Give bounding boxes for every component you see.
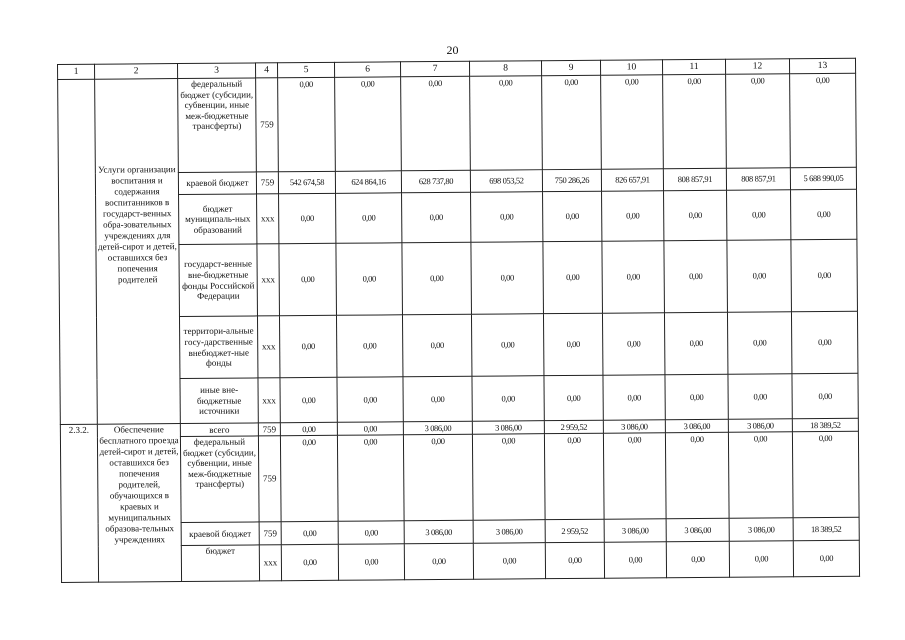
table-row	[58, 73, 857, 173]
value-cell: 628 737,80	[401, 170, 470, 193]
header-cell: 8	[469, 61, 541, 77]
value-cell: 3 086,00	[604, 519, 666, 542]
header-cell: 13	[789, 58, 855, 74]
header-cell: 3	[178, 63, 256, 79]
value-cell: 0,00	[472, 434, 545, 521]
value-cell: 0,00	[471, 242, 544, 315]
value-cell: 0,00	[402, 192, 471, 243]
value-cell: 0,00	[664, 312, 727, 374]
budget-table	[57, 58, 860, 583]
value-cell: 0,00	[791, 239, 858, 312]
value-cell: 0,00	[663, 74, 727, 168]
value-cell: 0,00	[544, 375, 603, 420]
value-cell: 3 086,00	[666, 518, 729, 541]
value-cell: 18 389,52	[793, 517, 859, 541]
value-cell: 0,00	[279, 243, 337, 315]
code-cell: ххх	[257, 194, 279, 244]
funding-source-cell: государст-венные вне-бюджетные фонды Российской Федерации	[179, 244, 258, 317]
table-row	[60, 373, 858, 424]
value-cell: 826 657,91	[601, 169, 663, 191]
table-row	[60, 431, 859, 523]
value-cell: 0,00	[726, 74, 791, 168]
funding-source-cell: краевой бюджет	[181, 522, 259, 546]
section-number-cell	[58, 79, 98, 424]
value-cell: 0,00	[337, 422, 403, 436]
value-cell: 0,00	[280, 422, 337, 435]
header-cell: 9	[541, 60, 600, 75]
value-cell: 0,00	[602, 241, 665, 313]
value-cell: 0,00	[336, 315, 402, 378]
value-cell: 0,00	[338, 521, 404, 545]
value-cell: 0,00	[403, 434, 473, 521]
value-cell: 0,00	[727, 190, 791, 241]
value-cell: 0,00	[281, 544, 338, 580]
value-cell: 0,00	[792, 373, 858, 419]
value-cell: 2 959,52	[544, 420, 603, 433]
header-cell: 4	[255, 63, 277, 78]
value-cell: 0,00	[727, 240, 792, 313]
item-name-cell: Обеспечение бесплатного проезда детей-сирот и детей, оставшихся без попечения родителей, обучающихся в краевых и муниципальных образова-тельных учреждениях	[97, 424, 181, 583]
header-cell: 11	[662, 59, 725, 74]
value-cell: 0,00	[793, 540, 859, 577]
code-cell: ххх	[257, 316, 279, 378]
value-cell: 3 086,00	[472, 421, 544, 435]
funding-source-cell: краевой бюджет	[178, 172, 256, 195]
table-row	[59, 239, 858, 317]
funding-source-cell: федеральный бюджет (субсидии, субвенции, иные меж-бюджетные трансферты)	[178, 78, 257, 173]
value-cell: 0,00	[404, 543, 473, 580]
value-cell: 0,00	[470, 76, 543, 171]
value-cell: 0,00	[402, 314, 471, 377]
value-cell: 0,00	[665, 432, 729, 518]
value-cell: 0,00	[337, 377, 403, 423]
value-cell: 0,00	[337, 435, 404, 522]
value-cell: 0,00	[666, 541, 729, 577]
value-cell: 808 857,91	[726, 168, 790, 191]
code-cell: 759	[258, 423, 280, 436]
value-cell: 0,00	[335, 77, 402, 172]
code-cell: 759	[258, 436, 281, 522]
code-cell: 759	[256, 78, 279, 172]
code-cell: ххх	[257, 244, 280, 316]
value-cell: 0,00	[729, 541, 793, 578]
value-cell: 3 086,00	[404, 520, 473, 544]
value-cell: 0,00	[471, 192, 543, 243]
value-cell: 0,00	[281, 521, 338, 544]
table-row	[59, 189, 857, 245]
page-number: 20	[446, 43, 459, 57]
value-cell: 808 857,91	[663, 168, 726, 190]
funding-source-cell: всего	[180, 423, 258, 437]
value-cell: 5 688 990,05	[790, 167, 856, 190]
value-cell: 0,00	[401, 76, 471, 171]
value-cell: 0,00	[603, 433, 666, 519]
value-cell: 0,00	[278, 77, 336, 171]
value-cell: 0,00	[471, 314, 543, 377]
code-cell: 759	[259, 522, 281, 545]
value-cell: 0,00	[664, 190, 727, 240]
value-cell: 0,00	[601, 75, 664, 169]
value-cell: 3 086,00	[729, 518, 793, 542]
header-cell: 12	[725, 59, 789, 75]
value-cell: 0,00	[543, 241, 603, 313]
value-cell: 0,00	[790, 73, 857, 168]
item-name-cell: Услуги организации воспитания и содержания воспитанников в государст-венных обра-зовательных учреждениях для детей-сирот и детей, оставшихся без попечения родителей	[95, 79, 181, 425]
value-cell: 0,00	[727, 312, 791, 375]
value-cell: 0,00	[336, 193, 402, 244]
value-cell: 0,00	[544, 433, 604, 519]
value-cell: 0,00	[402, 242, 472, 315]
header-cell: 10	[600, 60, 662, 75]
value-cell: 3 086,00	[665, 419, 728, 432]
value-cell: 0,00	[791, 189, 857, 240]
value-cell: 0,00	[665, 374, 728, 419]
value-cell: 0,00	[543, 191, 602, 241]
funding-source-cell: федеральный бюджет (субсидии, субвенции, иные меж-бюджетные трансферты)	[180, 436, 259, 523]
value-cell: 0,00	[602, 191, 664, 241]
value-cell: 3 086,00	[728, 419, 792, 433]
value-cell: 0,00	[545, 542, 604, 578]
value-cell: 0,00	[791, 311, 857, 374]
funding-source-cell: территори-альные госу-дарственные внебюджет-ные фонды	[179, 316, 257, 379]
value-cell: 0,00	[543, 313, 602, 375]
value-cell: 3 086,00	[473, 520, 545, 544]
value-cell: 2 959,52	[545, 519, 604, 542]
value-cell: 0,00	[664, 240, 728, 312]
value-cell: 3 086,00	[603, 420, 665, 433]
value-cell: 0,00	[602, 313, 664, 375]
table-row	[59, 311, 857, 379]
funding-source-cell: бюджет муниципаль-ных образований	[179, 194, 257, 245]
value-cell: 0,00	[604, 542, 666, 578]
table-row	[61, 540, 859, 582]
code-cell: 759	[256, 172, 278, 194]
value-cell: 0,00	[336, 243, 403, 316]
value-cell: 0,00	[603, 375, 665, 420]
header-cell: 6	[334, 62, 400, 78]
funding-source-cell: иные вне-бюджетные источники	[180, 378, 258, 424]
value-cell: 0,00	[403, 376, 472, 422]
header-cell: 1	[58, 64, 95, 79]
value-cell: 0,00	[473, 543, 545, 580]
value-cell: 0,00	[542, 75, 602, 169]
header-cell: 2	[95, 64, 178, 80]
value-cell: 0,00	[338, 544, 404, 581]
budget-table-sheet	[57, 58, 859, 583]
value-cell: 0,00	[280, 435, 338, 521]
funding-source-cell: бюджет	[181, 545, 259, 582]
value-cell: 0,00	[279, 315, 336, 377]
value-cell: 3 086,00	[403, 421, 472, 435]
value-cell: 624 864,16	[335, 171, 401, 194]
value-cell: 18 389,52	[792, 418, 858, 432]
header-cell: 5	[277, 62, 334, 77]
value-cell: 542 674,58	[278, 171, 335, 193]
value-cell: 698 053,52	[470, 170, 542, 193]
value-cell: 0,00	[728, 374, 792, 420]
value-cell: 750 286,26	[542, 169, 601, 191]
value-cell: 0,00	[792, 431, 859, 518]
value-cell: 0,00	[280, 377, 337, 422]
section-number-cell: 2.3.2.	[60, 424, 98, 582]
header-cell: 7	[400, 61, 469, 77]
code-cell: ххх	[258, 378, 280, 423]
value-cell: 0,00	[279, 193, 336, 243]
value-cell: 0,00	[728, 432, 793, 518]
code-cell: ххх	[259, 545, 281, 581]
value-cell: 0,00	[472, 376, 544, 422]
